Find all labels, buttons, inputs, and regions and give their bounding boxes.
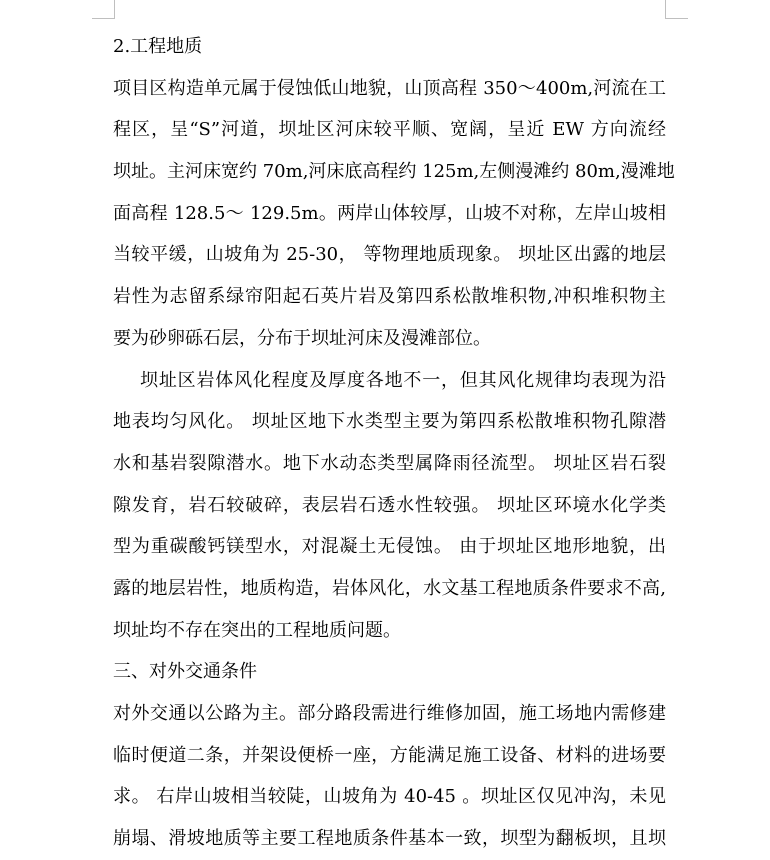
text-line: 隙发育，岩石较破碎，表层岩石透水性较强。 坝址区环境水化学类 bbox=[113, 494, 666, 516]
section-heading-traffic: 三、对外交通条件 bbox=[113, 661, 257, 683]
text-line: 面高程 128.5～ 129.5m。两岸山体较厚，山坡不对称，左岸山坡相 bbox=[113, 202, 666, 224]
text-line: 临时便道二条，并架设便桥一座，方能满足施工设备、材料的进场要 bbox=[113, 744, 666, 766]
text-line: 坝址。主河床宽约 70m,河床底高程约 125m,左侧漫滩约 80m,漫滩地 bbox=[113, 161, 675, 183]
text-line: 项目区构造单元属于侵蚀低山地貌，山顶高程 350～400m,河流在工 bbox=[113, 77, 666, 99]
paragraph-geology-overview bbox=[113, 68, 675, 360]
text-line: 崩塌、滑坡地质等主要工程地质条件基本一致，坝型为翻板坝，且坝 bbox=[113, 828, 666, 850]
crop-mark-top-left bbox=[92, 0, 115, 19]
text-line: 水和基岩裂隙潜水。地下水动态类型属降雨径流型。 坝址区岩石裂 bbox=[113, 452, 666, 474]
text-line: 型为重碳酸钙镁型水，对混凝土无侵蚀。 由于坝址区地形地貌，出 bbox=[113, 536, 666, 558]
text-line: 程区，呈“S”河道，坝址区河床较平顺、宽阔，呈近 EW 方向流经 bbox=[113, 119, 666, 141]
crop-mark-top-right bbox=[665, 0, 688, 19]
text-line: 岩性为志留系绿帘阳起石英片岩及第四系松散堆积物,冲积堆积物主 bbox=[113, 286, 666, 308]
text-line: 对外交通以公路为主。部分路段需进行维修加固，施工场地内需修建 bbox=[113, 703, 666, 724]
document-body bbox=[113, 26, 675, 860]
text-line: 露的地层岩性，地质构造，岩体风化，水文基工程地质条件要求不高, bbox=[113, 577, 666, 599]
text-line: 要为砂卵砾石层，分布于坝址河床及漫滩部位。 bbox=[113, 327, 491, 349]
paragraph-external-traffic bbox=[113, 693, 666, 860]
text-line: 求。 右岸山坡相当较陡，山坡角为 40-45 。坝址区仅见冲沟，未见 bbox=[113, 786, 666, 808]
text-line: 坝址区岩体风化程度及厚度各地不一，但其风化规律均表现为沿 bbox=[140, 369, 666, 391]
section-heading-geology: 2.工程地质 bbox=[113, 36, 203, 57]
text-line: 坝址均不存在突出的工程地质问题。 bbox=[113, 619, 401, 641]
text-line: 当较平缓，山坡角为 25-30， 等物理地质现象。 坝址区出露的地层 bbox=[113, 244, 666, 266]
text-line: 地表均匀风化。 坝址区地下水类型主要为第四系松散堆积物孔隙潜 bbox=[113, 411, 666, 433]
paragraph-weathering-groundwater bbox=[113, 360, 666, 652]
